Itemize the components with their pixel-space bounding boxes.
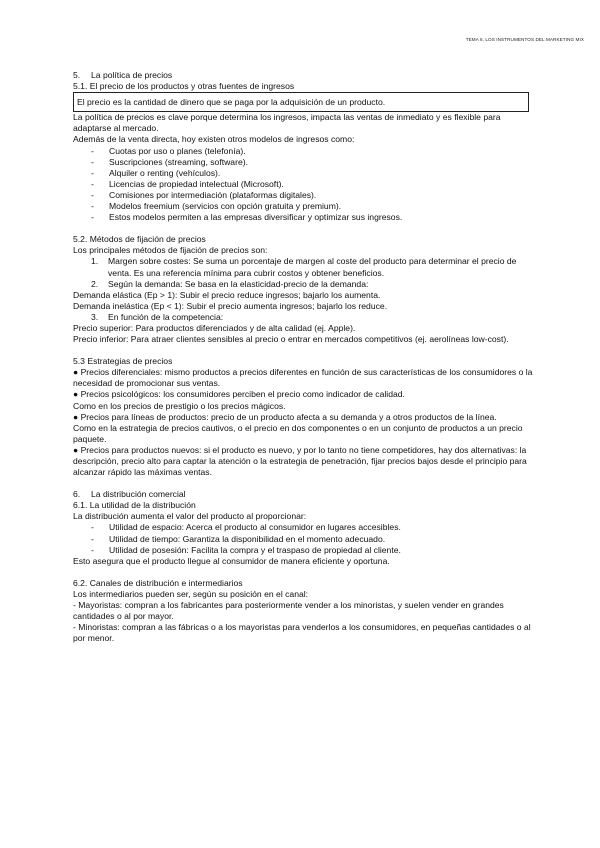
bullet-paragraph: ● Precios para líneas de productos: precio de un producto afecta a su demanda y a otros productos de la línea. xyxy=(73,411,497,422)
bullet-paragraph: ● Precios diferenciales: mismo productos a precios diferentes en función de sus características de los consumidores o la necesidad de promocionar sus ventas. xyxy=(73,367,533,389)
list-item: - Utilidad de espacio: Acerca el producto al consumidor en lugares accesibles. xyxy=(73,522,533,533)
section-5-1-heading: 5.1. El precio de los productos y otras fuentes de ingresos xyxy=(73,81,295,92)
section-6-1-heading: 6.1. La utilidad de la distribución xyxy=(73,500,196,511)
paragraph: Precio inferior: Para atraer clientes sensibles al precio o entrar en mercados competitivos (ej. aerolíneas low-cost). xyxy=(73,334,509,345)
bullet-paragraph: ● Precios psicológicos: los consumidores perciben el precio como indicador de calidad. xyxy=(73,389,405,400)
paragraph: Los intermediarios pueden ser, según su posición en el canal: xyxy=(73,588,309,599)
paragraph: Además de la venta directa, hoy existen otros modelos de ingresos como: xyxy=(73,134,355,145)
paragraph: - Minoristas: compran a las fábricas o a los mayoristas para venderlos a los consumidores, en pequeñas cantidades o al por menor. xyxy=(73,622,531,644)
list-item: - Comisiones por intermediación (plataformas digitales). xyxy=(73,190,533,201)
section-6-heading: 6. La distribución comercial xyxy=(73,489,186,500)
list-item: - Licencias de propiedad intelectual (Microsoft). xyxy=(73,179,533,190)
list-item: 2. Según la demanda: Se basa en la elasticidad-precio de la demanda: xyxy=(91,278,369,289)
paragraph: Como en los precios de prestigio o los precios mágicos. xyxy=(73,400,286,411)
list-item: - Estos modelos permiten a las empresas diversificar y optimizar sus ingresos. xyxy=(73,212,533,223)
section-5-2-heading: 5.2. Métodos de fijación de precios xyxy=(73,234,206,245)
paragraph: Demanda elástica (Ep > 1): Subir el precio reduce ingresos; bajarlo los aumenta. xyxy=(73,289,381,300)
list-item: - Utilidad de tiempo: Garantiza la disponibilidad en el momento adecuado. xyxy=(73,534,533,545)
paragraph: Como en la estrategia de precios cautivos, o el precio en dos componentes o en un conjunto de productos a un precio paquete. xyxy=(73,422,523,444)
paragraph: - Mayoristas: compran a los fabricantes para posteriormente vender a los minoristas, y suelen vender en grandes cantidades o al por mayor. xyxy=(73,600,504,622)
paragraph: La distribución aumenta el valor del producto al proporcionar: xyxy=(73,511,307,522)
paragraph: Demanda inelástica (Ep < 1): Subir el precio aumenta ingresos; bajarlo los reduce. xyxy=(73,300,388,311)
running-header: TEMA 6. LOS INSTRUMENTOS DEL MARKETING MIX xyxy=(465,37,584,42)
page-content xyxy=(73,70,533,644)
list-item: - Alquiler o renting (vehículos). xyxy=(73,168,533,179)
paragraph: Esto asegura que el producto llegue al consumidor de manera eficiente y oportuna. xyxy=(73,555,390,566)
list-item: - Utilidad de posesión: Facilita la compra y el traspaso de propiedad al cliente. xyxy=(73,545,533,556)
list-item: - Modelos freemium (servicios con opción gratuita y premium). xyxy=(73,201,533,212)
list-item: 1. Margen sobre costes: Se suma un porcentaje de margen al coste del producto para determinar el precio de venta. Es una referencia mínima para cubrir costos y obtener beneficios. xyxy=(91,256,517,278)
list-item: 3. En función de la competencia: xyxy=(91,311,224,322)
list-item: - Cuotas por uso o planes (telefonía). xyxy=(73,146,533,157)
section-5-3-heading: 5.3 Estrategias de precios xyxy=(73,356,173,367)
methods-list-cont xyxy=(73,312,533,323)
definition-box: El precio es la cantidad de dinero que se paga por la adquisición de un producto. xyxy=(73,92,529,112)
methods-list xyxy=(73,256,533,289)
paragraph: Los principales métodos de fijación de precios son: xyxy=(73,245,268,256)
bullet-paragraph: ● Precios para productos nuevos: si el producto es nuevo, y por lo tanto no tiene competidores, hay dos alternativas: la descripción, precio alto para captar la atención o la estrategia de penetración, fijar precios bajos desde el principio para alcanzar rápido las máximas ventas. xyxy=(73,444,527,478)
section-5-heading: 5. La política de precios xyxy=(73,70,173,80)
section-6-2-heading: 6.2. Canales de distribución e intermediarios xyxy=(73,577,243,588)
paragraph: Precio superior: Para productos diferenciados y de alta calidad (ej. Apple). xyxy=(73,322,356,333)
income-models-list xyxy=(73,146,533,224)
paragraph: La política de precios es clave porque determina los ingresos, impacta las ventas de inmediato y es flexible para adaptarse al mercado. xyxy=(73,112,501,134)
list-item: - Suscripciones (streaming, software). xyxy=(73,157,533,168)
utilities-list xyxy=(73,522,533,555)
